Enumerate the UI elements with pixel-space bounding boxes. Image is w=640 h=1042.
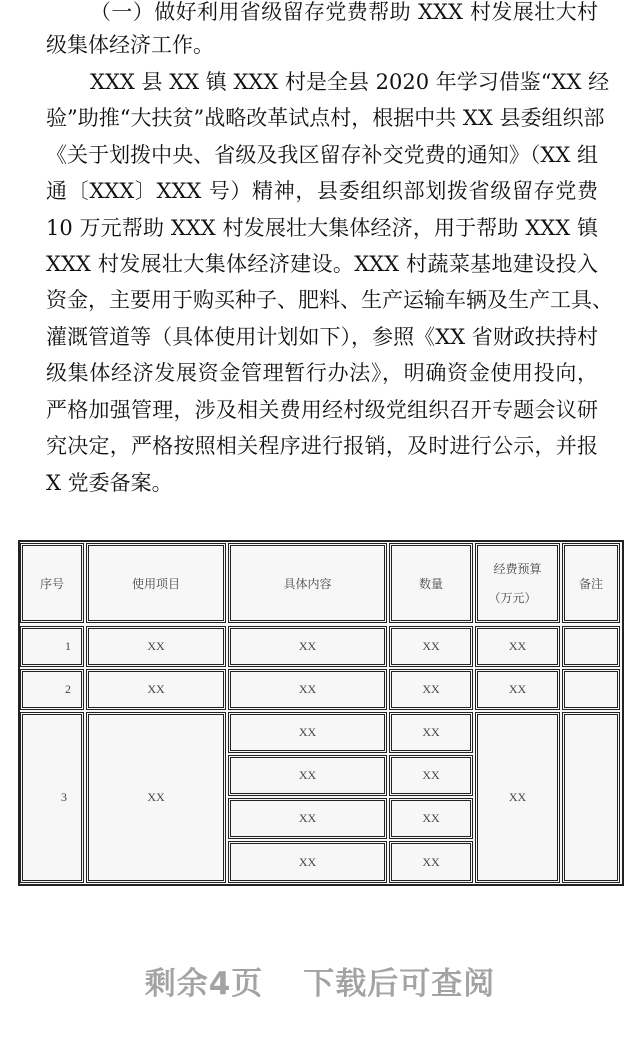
row-content-label: XX	[298, 639, 317, 653]
row-qty	[389, 798, 473, 839]
text-line: 资金，主要用于购买种子、肥料、生产运输车辆及生产工具、	[46, 288, 613, 312]
text-line: 灌溉管道等（具体使用计划如下），参照《XX 省财政扶持村	[46, 325, 598, 349]
download-label[interactable]: 下载后可查阅	[303, 966, 496, 1002]
row-content-label: XX	[298, 768, 317, 782]
row-no-label: 2	[65, 682, 71, 696]
header-budget-label: 经费预算	[493, 562, 542, 576]
row-qty-label: XX	[422, 639, 440, 653]
text-line: 级集体经济发展资金管理暂行办法》，明确资金使用投向，	[46, 361, 598, 385]
row-note	[562, 626, 620, 667]
row-budget-label: XX	[508, 790, 527, 804]
text-line: X 党委备案。	[46, 471, 173, 495]
row-budget	[475, 669, 560, 710]
row-qty	[389, 669, 473, 710]
header-item-label: 使用项目	[131, 576, 180, 591]
row-no	[20, 626, 84, 667]
header-qty-label: 数量	[418, 576, 443, 591]
header-content-label: 具体内容	[283, 576, 332, 591]
row-item-label: XX	[147, 639, 165, 653]
row-qty	[389, 626, 473, 667]
text-line: 通〔XXX〕XXX 号）精神，县委组织部划拨省级留存党费	[46, 179, 598, 203]
row-qty	[389, 841, 473, 883]
row-content	[228, 669, 387, 710]
row-budget-label: XX	[508, 639, 527, 653]
remaining-pages-label: 剩余4页	[144, 966, 264, 1002]
download-prompt[interactable]	[0, 958, 640, 1003]
header-budget	[475, 543, 560, 623]
row-content	[228, 841, 387, 883]
row-item-label: XX	[147, 790, 165, 804]
row-qty-label: XX	[422, 854, 440, 869]
row-budget	[475, 712, 560, 883]
row-content	[228, 798, 387, 839]
row-qty-label: XX	[422, 811, 440, 825]
row-no	[20, 669, 84, 710]
row-content-label: XX	[298, 682, 317, 696]
text-line: 《关于划拨中央、省级及我区留存补交党费的通知》（XX 组	[46, 143, 598, 167]
row-qty-label: XX	[422, 768, 440, 782]
text-line: 严格加强管理，涉及相关费用经村级党组织召开专题会议研	[46, 398, 598, 422]
header-item	[86, 543, 226, 623]
row-item-label: XX	[147, 682, 165, 696]
text-line: XXX 县 XX 镇 XXX 村是全县 2020 年学习借鉴“XX 经	[90, 70, 610, 94]
row-item	[86, 669, 226, 710]
row-content-label: XX	[298, 811, 317, 825]
row-qty-label: XX	[422, 682, 440, 696]
text-line: 验”助推“大扶贫”战略改革试点村，根据中共 XX 县委组织部	[46, 106, 605, 130]
text-line: 级集体经济工作。	[46, 33, 214, 57]
row-no-label: 3	[61, 790, 67, 804]
text-line: 究决定，严格按照相关程序进行报销，及时进行公示，并报	[46, 434, 598, 458]
row-no	[20, 712, 84, 883]
header-budget-unit: （万元）	[488, 591, 537, 605]
text-line: （一）做好利用省级留存党费帮助 XXX 村发展壮大村	[90, 0, 598, 24]
header-note-label: 备注	[578, 576, 603, 591]
row-note	[562, 712, 620, 883]
row-budget-label: XX	[508, 682, 527, 696]
row-content	[228, 755, 387, 796]
header-no	[20, 543, 84, 623]
header-note	[562, 543, 620, 623]
budget-table	[18, 540, 624, 886]
row-content	[228, 712, 387, 753]
row-budget	[475, 626, 560, 667]
row-qty	[389, 712, 473, 753]
row-content	[228, 626, 387, 667]
row-no-label: 1	[65, 639, 71, 653]
row-qty	[389, 755, 473, 796]
header-no-label: 序号	[39, 576, 64, 591]
header-qty	[389, 543, 473, 623]
row-item	[86, 712, 226, 883]
row-note	[562, 669, 620, 710]
row-content-label: XX	[298, 854, 317, 869]
row-item	[86, 626, 226, 667]
text-line: 10 万元帮助 XXX 村发展壮大集体经济，用于帮助 XXX 镇	[46, 216, 598, 240]
header-content	[228, 543, 387, 623]
text-line: XXX 村发展壮大集体经济建设。XXX 村蔬菜基地建设投入	[46, 252, 598, 276]
row-qty-label: XX	[422, 725, 440, 739]
row-content-label: XX	[298, 725, 317, 739]
